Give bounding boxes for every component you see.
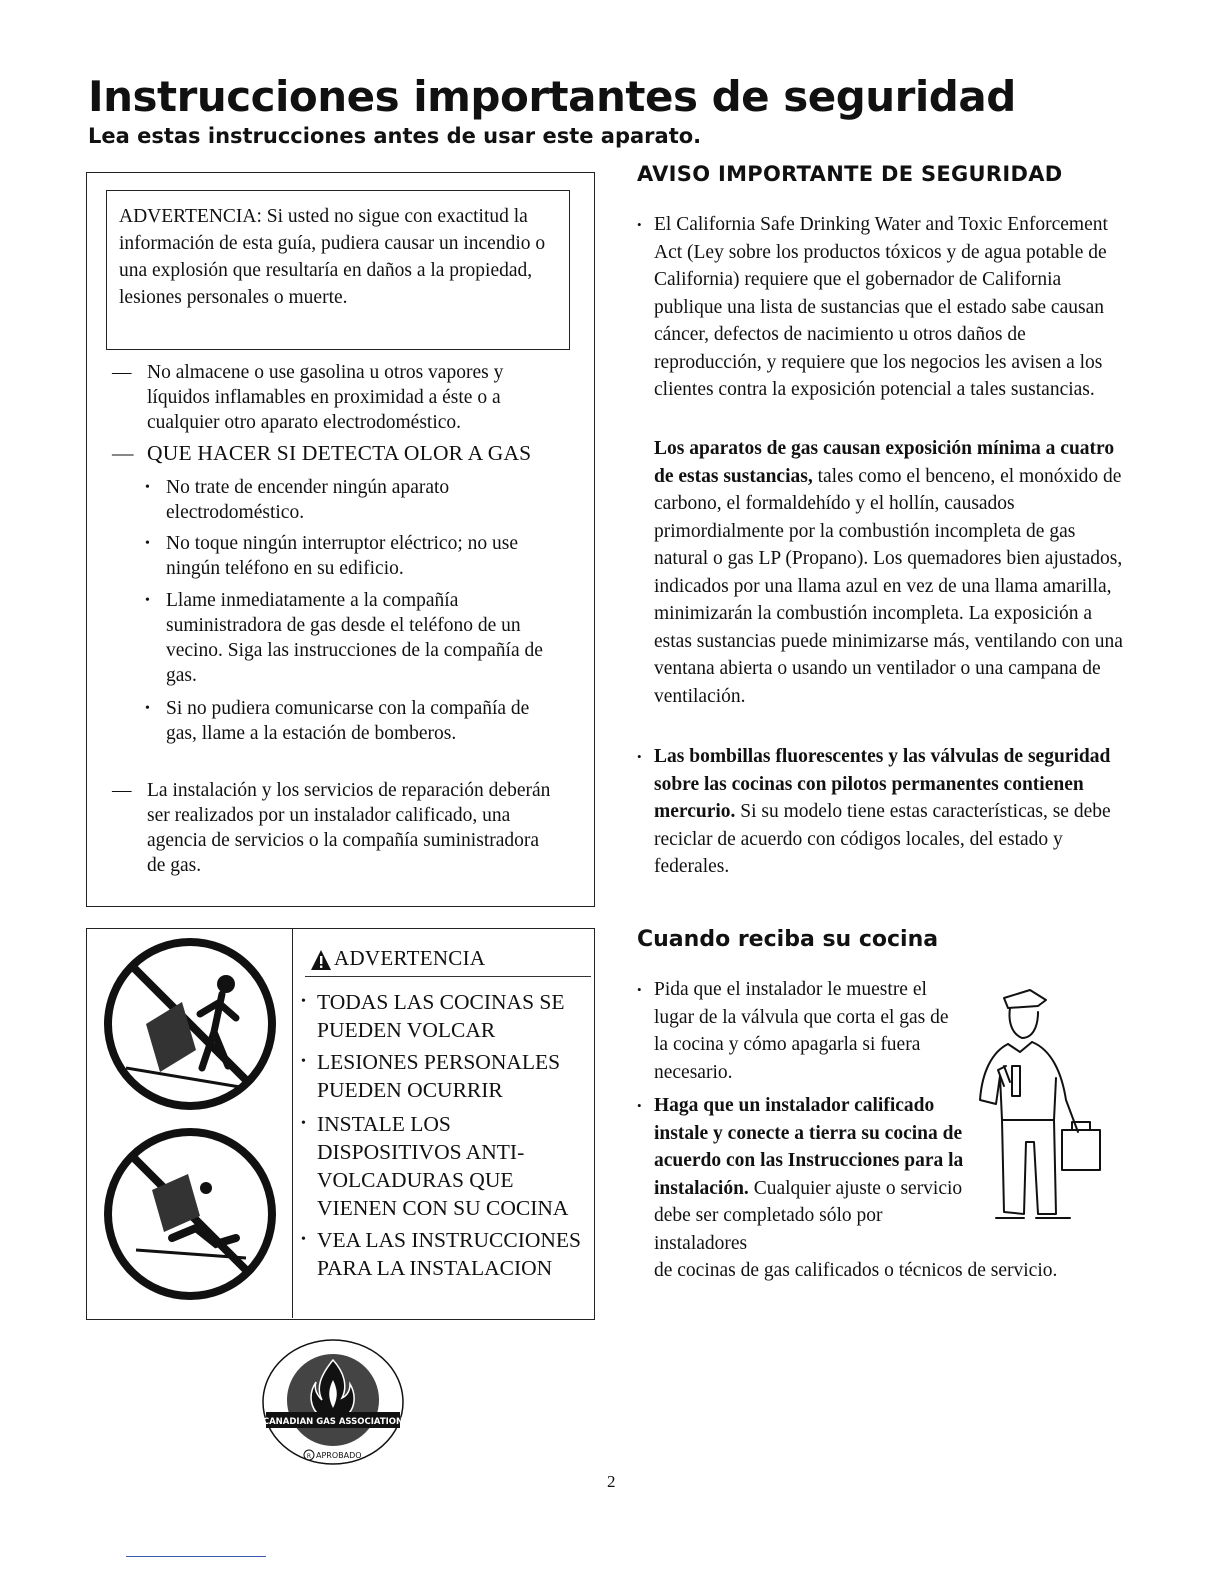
warning-item-gas-odor-heading [112, 441, 552, 466]
bullet-marker: • [301, 994, 306, 1009]
dash-marker: — [112, 441, 134, 465]
tip-warning-rule [305, 976, 591, 977]
aviso-mercury-text: Si su modelo tiene estas características, se debe reciclar de acuerdo con códigos locales, del estado y federales. [654, 801, 1111, 877]
bullet-marker: • [637, 217, 642, 232]
tip-warning-item-text: LESIONES PERSONALES PUEDEN OCURRIR [317, 1050, 561, 1102]
warning-item-installation [112, 778, 552, 878]
aviso-bullet-text: El California Safe Drinking Water and Toxic Enforcement Act (Ley sobre los productos tóxicos y de agua potable de California) requiere que el gobernador de California publique una lista de sustancias que el estado sabe causan cáncer, defectos de nacimiento u otros daños de reproducción, y requiere que los negocios les avisen a los clientes contra la exposición potencial a tales sustancias. [654, 214, 1108, 400]
aviso-exposure-text: tales como el benceno, el monóxido de carbono, el formaldehído y el hollín, causados primordialmente por la combustión incompleta de gas natural o gas LP (Propano). Los quemadores bien ajustados, indicados por una llama azul en vez de una llama amarilla, minimizarán la combustión incompleta. La exposición a estas sustancias puede minimizarse más, ventilando con una ventana abierta o usando un ventilador o una campana de ventilación. [654, 465, 1123, 707]
dash-marker: — [112, 780, 132, 801]
bullet-marker: • [145, 480, 150, 495]
aviso-bullet-prop65 [637, 211, 1127, 404]
cuando-bullet-text: Pida que el instalador le muestre el lugar de la válvula que corta el gas de la cocina y cómo apagarla si fuera necesario. [654, 979, 949, 1083]
bullet-marker: • [301, 1116, 306, 1131]
page-subtitle: Lea estas instrucciones antes de usar este aparato. [88, 124, 702, 148]
dash-marker: — [112, 362, 132, 383]
bullet-marker: • [145, 701, 150, 716]
cuando-installer-text: Cualquier ajuste o servicio debe ser completado sólo por instaladores [654, 1177, 963, 1254]
page-number: 2 [607, 1472, 616, 1491]
aviso-exposure-bold: Los aparatos de gas causan exposición mínima a cuatro de estas sustancias, [654, 438, 1115, 487]
bullet-marker: • [637, 982, 642, 997]
tip-warning-item-text: TODAS LAS COCINAS SE PUEDEN VOLCAR [317, 990, 565, 1042]
aviso-heading: AVISO IMPORTANTE DE SEGURIDAD [637, 162, 1063, 186]
tip-warning-item [301, 1048, 591, 1104]
warning-item-text: QUE HACER SI DETECTA OLOR A GAS [147, 441, 532, 465]
prohibited-tipping-range-icon [108, 942, 272, 1106]
aviso-bullet-mercury [637, 743, 1127, 881]
seal-approved-text: APROBADO [316, 1451, 362, 1460]
tip-warning-item [301, 1226, 591, 1282]
bullet-marker: • [637, 749, 642, 764]
aviso-mercury-bold: Las bombillas fluorescentes y las válvulas de seguridad sobre las cocinas con pilotos permanentes contienen mercurio. [654, 746, 1111, 822]
warning-subitem-text: No trate de encender ningún aparato electrodoméstico. [166, 477, 450, 523]
warning-subitem-text: No toque ningún interruptor eléctrico; no use ningún teléfono en su edificio. [166, 533, 518, 579]
installer-illustration [968, 982, 1104, 1232]
cuando-heading: Cuando reciba su cocina [637, 927, 939, 952]
warning-item-gasoline [112, 360, 552, 435]
tip-warning-heading-text: ADVERTENCIA [334, 946, 486, 970]
cuando-bullet-valve [637, 976, 967, 1086]
tip-over-prohibition-icons [96, 938, 286, 1308]
tip-over-warning-text-panel [292, 928, 594, 1318]
warning-notice-text: ADVERTENCIA: Si usted no sigue con exactitud la información de esta guía, pudiera causar un incendio o una explosión que resultaría en daños a la propiedad, lesiones personales o muerte. [119, 206, 546, 308]
warning-item-text: La instalación y los servicios de reparación deberán ser realizados por un instalador calificado, una agencia de servicios o la compañía suministradora de gas. [147, 780, 551, 876]
bullet-marker: • [145, 593, 150, 608]
warning-subitem-text: Si no pudiera comunicarse con la compañía de gas, llame a la estación de bomberos. [166, 698, 530, 744]
warning-notice-box [106, 190, 570, 350]
warning-triangle-icon [310, 949, 332, 971]
canadian-gas-association-seal [258, 1338, 408, 1468]
tip-warning-item [301, 988, 591, 1044]
cuando-installer-tail: de cocinas de gas calificados o técnicos de servicio. [654, 1260, 1058, 1281]
warning-subitem [145, 588, 555, 688]
footer-rule [126, 1556, 266, 1557]
aviso-exposure-paragraph [654, 435, 1127, 710]
tip-warning-heading [310, 946, 485, 971]
warning-subitem [145, 531, 555, 581]
tip-warning-item-text: INSTALE LOS DISPOSITIVOS ANTI-VOLCADURAS QUE VIENEN CON SU COCINA [317, 1112, 569, 1220]
seal-band-text: CANADIAN GAS ASSOCIATION [262, 1417, 404, 1427]
cuando-bullet-installer [637, 1092, 967, 1257]
warning-subitem [145, 475, 555, 525]
cuando-installer-bold: Haga que un instalador calificado instale y conecte a tierra su cocina de acuerdo con las Instrucciones para la instalación. [654, 1095, 964, 1199]
tip-warning-item [301, 1110, 591, 1222]
tip-warning-item-text: VEA LAS INSTRUCCIONES PARA LA INSTALACION [317, 1228, 581, 1280]
warning-item-text: No almacene o use gasolina u otros vapores y líquidos inflamables en proximidad a éste o a cualquier otro aparato electrodoméstico. [147, 362, 504, 433]
bullet-marker: • [145, 536, 150, 551]
warning-subitem [145, 696, 555, 746]
bullet-marker: • [301, 1054, 306, 1069]
bullet-marker: • [301, 1232, 306, 1247]
page-title: Instrucciones importantes de seguridad [88, 72, 1016, 121]
prohibited-climbing-range-icon [108, 1132, 272, 1296]
bullet-marker: • [637, 1098, 642, 1113]
registered-mark: R [306, 1453, 312, 1460]
warning-subitem-text: Llame inmediatamente a la compañía suministradora de gas desde el teléfono de un vecino. Siga las instrucciones de la compañía de gas. [166, 590, 543, 686]
